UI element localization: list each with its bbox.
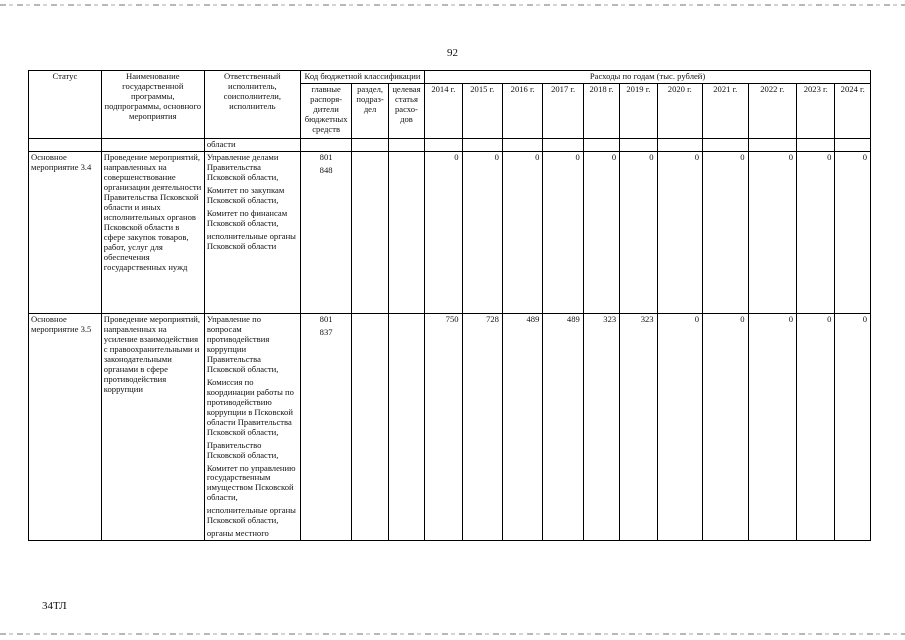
header-name: Наименование государственной программы, подпрограммы, основного мероприятия xyxy=(101,71,204,139)
executor: Комиссия по координации работы по противодействию коррупции в Псковской области Правительства Псковской области, xyxy=(206,376,294,437)
executor: исполнительные органы Псковской области, xyxy=(206,505,296,526)
year-value: 0 xyxy=(835,313,871,540)
row-codes xyxy=(300,313,352,540)
row-status: Основное мероприятие 3.4 xyxy=(29,151,102,313)
year-value: 750 xyxy=(425,313,462,540)
year-value: 0 xyxy=(502,151,542,313)
budget-code: 848 xyxy=(319,164,333,175)
year-value: 0 xyxy=(583,151,619,313)
row-executors xyxy=(204,313,300,540)
header-year: 2021 г. xyxy=(703,83,748,138)
table-row xyxy=(29,151,871,313)
executor: исполнительные органы Псковской области xyxy=(206,230,296,251)
row-executors xyxy=(204,151,300,313)
row-name: Проведение мероприятий, направленных на усиление взаимодействия с правоохранительными и законодательными органами в сфере противодействия коррупции xyxy=(101,313,204,540)
header-year: 2016 г. xyxy=(502,83,542,138)
header-year: 2015 г. xyxy=(462,83,502,138)
header-expenses: Расходы по годам (тыс. рублей) xyxy=(425,71,871,84)
scan-edge-top xyxy=(0,4,905,6)
row-name: Проведение мероприятий, направленных на совершенствование организации деятельности Правительства Псковской области и иных исполнительных органов Псковской области в сфере закупок товаров, работ, услуг для обеспечения государственных нужд xyxy=(101,151,204,313)
year-value: 0 xyxy=(797,151,835,313)
year-value: 489 xyxy=(543,313,583,540)
row-status: Основное мероприятие 3.5 xyxy=(29,313,102,540)
executor: Комитет по управлению государственным имуществом Псковской области, xyxy=(206,462,296,503)
page-number: 92 xyxy=(447,47,458,59)
year-value: 0 xyxy=(797,313,835,540)
row-target-item xyxy=(388,151,424,313)
year-value: 0 xyxy=(620,151,657,313)
header-budget-code: Код бюджетной классификации xyxy=(300,71,424,84)
header-year: 2019 г. xyxy=(620,83,657,138)
header-responsible: Ответственный исполнитель, соисполнители, исполнитель xyxy=(204,71,300,139)
year-value: 489 xyxy=(502,313,542,540)
executor: Комитет по финансам Псковской области, xyxy=(206,207,288,228)
header-year: 2017 г. xyxy=(543,83,583,138)
year-value: 728 xyxy=(462,313,502,540)
executor: Управление делами Правительства Псковской области, xyxy=(206,151,279,182)
carryover-row xyxy=(29,138,871,151)
header-year: 2020 г. xyxy=(657,83,702,138)
executor: Правительство Псковской области, xyxy=(206,439,279,460)
year-value: 0 xyxy=(748,313,797,540)
header-main-managers: главные распоря-дители бюджетных средств xyxy=(300,83,352,138)
budget-table xyxy=(28,70,871,541)
header-target-item: целевая статья расхо-дов xyxy=(388,83,424,138)
year-value: 0 xyxy=(748,151,797,313)
year-value: 0 xyxy=(657,313,702,540)
carryover-text: области xyxy=(204,138,300,151)
executor: органы местного xyxy=(206,528,269,539)
row-section xyxy=(352,151,388,313)
year-value: 0 xyxy=(703,151,748,313)
footer-code: 34ТЛ xyxy=(42,600,67,612)
year-value: 0 xyxy=(835,151,871,313)
header-section: раздел, подраз-дел xyxy=(352,83,388,138)
year-value: 0 xyxy=(657,151,702,313)
year-value: 323 xyxy=(583,313,619,540)
year-value: 0 xyxy=(543,151,583,313)
scan-edge-bottom xyxy=(0,633,905,635)
row-codes xyxy=(300,151,352,313)
executor: Управление по вопросам противодействия коррупции Правительства Псковской области, xyxy=(206,313,279,374)
table-row xyxy=(29,313,871,540)
budget-code: 801 xyxy=(319,151,333,162)
header-status: Статус xyxy=(29,71,102,139)
header-year: 2022 г. xyxy=(748,83,797,138)
budget-code: 837 xyxy=(319,326,333,337)
executor: Комитет по закупкам Псковской области, xyxy=(206,184,285,205)
header-year: 2024 г. xyxy=(835,83,871,138)
row-target-item xyxy=(388,313,424,540)
budget-code: 801 xyxy=(319,313,333,324)
row-section xyxy=(352,313,388,540)
header-year: 2023 г. xyxy=(797,83,835,138)
year-value: 0 xyxy=(462,151,502,313)
year-value: 0 xyxy=(425,151,462,313)
header-row-1 xyxy=(29,71,871,84)
year-value: 323 xyxy=(620,313,657,540)
year-value: 0 xyxy=(703,313,748,540)
header-year: 2018 г. xyxy=(583,83,619,138)
header-year: 2014 г. xyxy=(425,83,462,138)
